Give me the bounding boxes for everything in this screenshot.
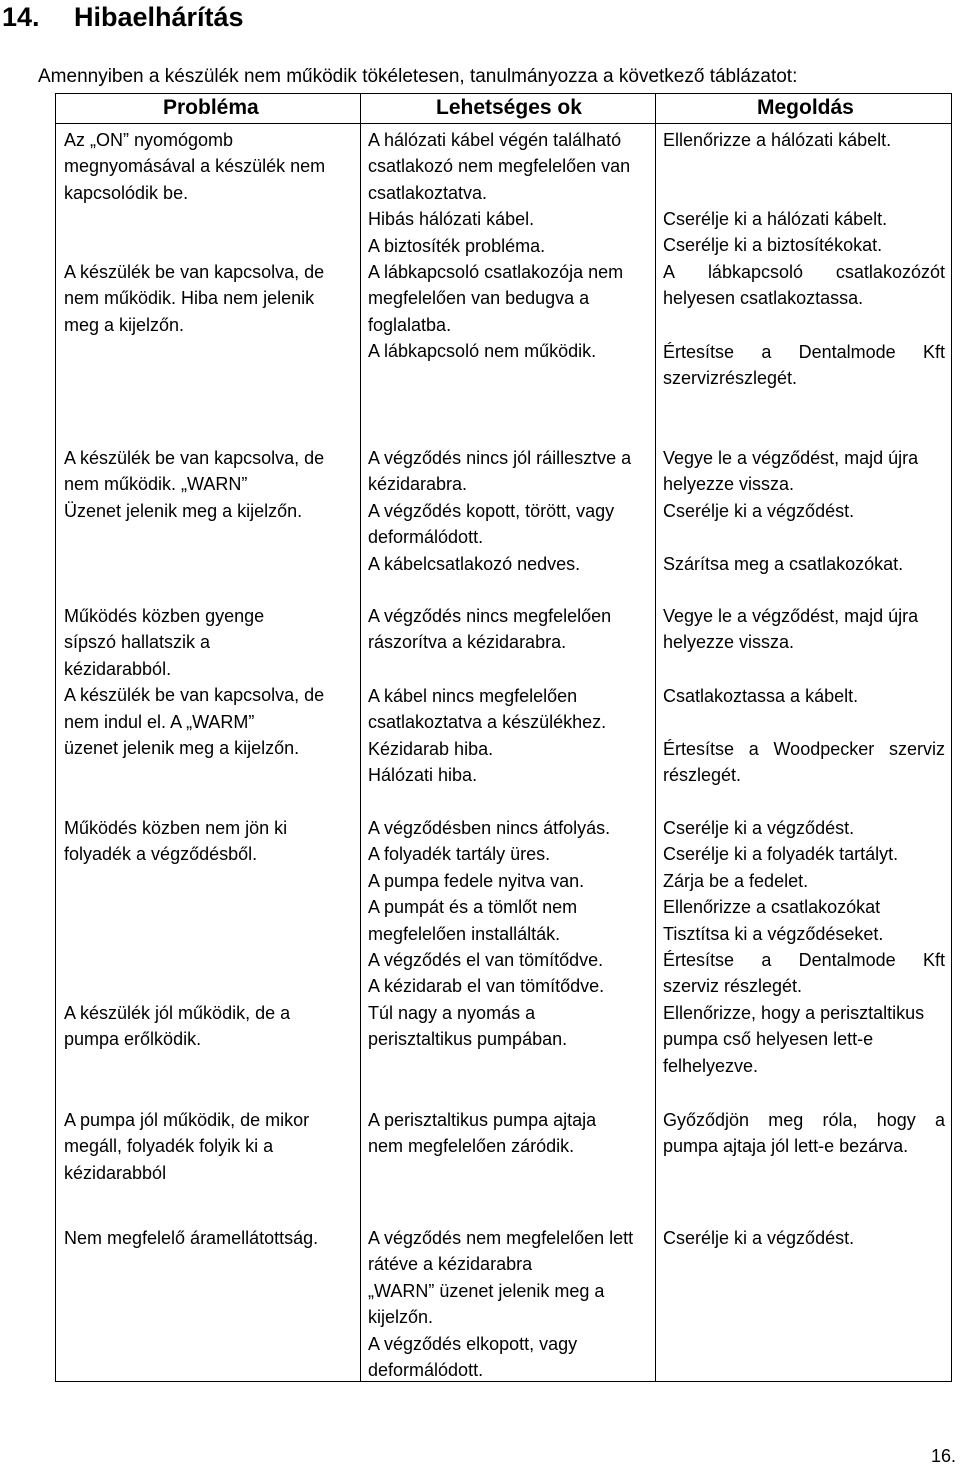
cell-line: A hálózati kábel végén található <box>368 130 622 150</box>
solution-cell <box>663 1107 945 1160</box>
cell-line: kézidarabból. <box>64 658 172 679</box>
cell-line: Ellenőrizze a csatlakozókat <box>663 897 881 918</box>
word: szerviz <box>888 739 945 759</box>
solution-cell <box>663 206 945 259</box>
cell-line: A készülék be van kapcsolva, de <box>64 685 325 706</box>
cell-line: Cserélje ki a végződést. <box>663 500 855 521</box>
cell-line: helyezze vissza. <box>663 474 795 495</box>
cell-line: A perisztaltikus pumpa ajtaja <box>368 1110 597 1130</box>
cause-cell <box>368 1225 652 1383</box>
cell-line: Cserélje ki a hálózati kábelt. <box>663 209 888 229</box>
cell-line <box>663 947 945 973</box>
problem-cell <box>64 259 354 338</box>
cell-line: rátéve a kézidarabra <box>368 1254 533 1275</box>
cell-line: A készülék be van kapcsolva, de <box>64 262 325 282</box>
solution-cell <box>663 259 945 312</box>
cell-line: pumpa erőlködik. <box>64 1029 202 1050</box>
word: Értesítse <box>663 342 735 362</box>
solution-cell <box>663 603 945 656</box>
solution-cell <box>663 127 945 153</box>
cell-line: Vegye le a végződést, majd újra <box>663 606 919 626</box>
word: csatlakozózót <box>835 262 945 282</box>
cell-line: csatlakozó nem megfelelően van <box>368 156 631 177</box>
cell-line: nem működik. Hiba nem jelenik <box>64 288 315 309</box>
cell-line: A pumpa fedele nyitva van. <box>368 870 585 891</box>
cell-line: megfelelően installálták. <box>368 923 561 944</box>
cell-line: A végződés nincs jól ráillesztve a <box>368 448 632 468</box>
word: Értesítse <box>663 739 735 759</box>
cell-line: részlegét. <box>663 765 742 786</box>
cell-line: A biztosíték probléma. <box>368 235 546 256</box>
cell-line: „WARN” üzenet jelenik meg a <box>368 1280 605 1301</box>
cell-line: Cserélje ki a végződést. <box>663 1228 855 1248</box>
cell-line: kézidarabból <box>64 1162 167 1183</box>
cell-line: A pumpát és a tömlőt nem <box>368 897 578 918</box>
cell-line: deformálódott. <box>368 1360 484 1381</box>
word: hogy <box>876 1110 916 1130</box>
cell-line: rászorítva a kézidarabra. <box>368 632 567 653</box>
cell-line: A végződés elkopott, vagy <box>368 1333 578 1354</box>
word: meg <box>768 1110 804 1130</box>
solution-cell <box>663 1000 945 1079</box>
table-header-row <box>56 94 951 124</box>
cell-line: Cserélje ki a biztosítékokat. <box>663 235 883 256</box>
solution-cell <box>663 815 945 1000</box>
cell-line: megáll, folyadék folyik ki a <box>64 1136 274 1157</box>
word: Kft <box>922 950 945 971</box>
header-cause: Lehetséges ok <box>436 96 582 119</box>
cell-line: A készülék be van kapcsolva, de <box>64 448 325 468</box>
cell-line: csatlakoztatva a készülékhez. <box>368 712 607 733</box>
cell-line: kapcsolódik be. <box>64 182 189 203</box>
cause-cell <box>368 683 652 789</box>
cell-line: Működés közben nem jön ki <box>64 818 288 838</box>
cell-line: perisztaltikus pumpában. <box>368 1029 568 1050</box>
problem-cell <box>64 127 354 206</box>
cell-line: Zárja be a fedelet. <box>663 870 809 891</box>
cell-line: sípszó hallatszik a <box>64 632 211 653</box>
cause-cell <box>368 259 652 365</box>
cell-line: Cserélje ki a folyadék tartályt. <box>663 844 899 865</box>
cell-line: A készülék jól működik, de a <box>64 1003 291 1023</box>
word: Dentalmode <box>798 950 896 971</box>
problem-cell <box>64 815 354 868</box>
solution-cell <box>663 339 945 392</box>
word: Kft <box>922 342 945 362</box>
cell-line: pumpa ajtaja jól lett-e bezárva. <box>663 1136 909 1157</box>
cell-line: A kézidarab el van tömítődve. <box>368 976 605 997</box>
cell-line: megnyomásával a készülék nem <box>64 156 326 177</box>
word: A <box>663 262 676 282</box>
problem-cell <box>64 603 354 761</box>
cell-line: foglalatba. <box>368 314 452 335</box>
problem-cell <box>64 1000 354 1053</box>
cell-line: Tisztítsa ki a végződéseket. <box>663 923 884 944</box>
word: a <box>761 950 772 971</box>
cell-line: A végződés nincs megfelelően <box>368 606 612 626</box>
cell-line: üzenet jelenik meg a kijelzőn. <box>64 738 300 759</box>
problem-cell <box>64 1107 354 1186</box>
cause-cell <box>368 1107 652 1160</box>
cell-line: megfelelően van bedugva a <box>368 288 590 309</box>
cell-line: Kézidarab hiba. <box>368 738 494 759</box>
cell-line: A végződés nem megfelelően lett <box>368 1228 634 1248</box>
header-problem: Probléma <box>163 96 259 119</box>
cell-line: Ellenőrizze, hogy a perisztaltikus <box>663 1003 925 1023</box>
word: a <box>761 342 772 362</box>
cause-cell <box>368 127 652 259</box>
cell-line: Szárítsa meg a csatlakozókat. <box>663 554 904 574</box>
solution-cell <box>663 445 945 524</box>
cell-line: A végződésben nincs átfolyás. <box>368 818 611 838</box>
cell-line: Működés közben gyenge <box>64 606 265 626</box>
cell-line: Ellenőrizze a hálózati kábelt. <box>663 130 892 150</box>
page-number: 16. <box>931 1446 957 1466</box>
cell-line: Túl nagy a nyomás a <box>368 1003 536 1023</box>
solution-cell <box>663 551 945 577</box>
cell-line: szervizrészlegét. <box>663 368 798 389</box>
word: Dentalmode <box>798 342 896 362</box>
word: Értesítse <box>663 950 735 971</box>
troubleshooting-table <box>55 93 952 1382</box>
word: Győződjön <box>663 1110 750 1130</box>
cell-line: Csatlakoztassa a kábelt. <box>663 686 859 706</box>
cell-line: Az „ON” nyomógomb <box>64 130 234 150</box>
cell-line: nem megfelelően záródik. <box>368 1136 575 1157</box>
cell-line <box>663 736 945 762</box>
problem-cell <box>64 1225 354 1251</box>
cell-line: kézidarabra. <box>368 474 468 495</box>
intro-text: Amennyiben a készülék nem működik tökéletesen, tanulmányozza a következő táblázatot: <box>38 66 798 87</box>
column-divider <box>360 94 361 1381</box>
cell-line: kijelzőn. <box>368 1307 434 1328</box>
cell-line <box>663 1107 945 1133</box>
cell-line: szerviz részlegét. <box>663 976 803 997</box>
solution-cell <box>663 683 945 709</box>
cell-line: helyezze vissza. <box>663 632 795 653</box>
cell-line: A végződés el van tömítődve. <box>368 950 604 971</box>
problem-cell <box>64 445 354 524</box>
cell-line: felhelyezve. <box>663 1055 759 1076</box>
cell-line: Nem megfelelő áramellátottság. <box>64 1228 319 1248</box>
cell-line: A kábel nincs megfelelően <box>368 686 578 706</box>
word: a <box>748 739 759 759</box>
cell-line: Vegye le a végződést, majd újra <box>663 448 919 468</box>
cell-line: meg a kijelzőn. <box>64 314 185 335</box>
cell-line: A kábelcsatlakozó nedves. <box>368 553 581 574</box>
word: lábkapcsoló <box>707 262 803 282</box>
cell-line: csatlakoztatva. <box>368 182 488 203</box>
cell-line: pumpa cső helyesen lett-e <box>663 1029 874 1050</box>
cell-line: A végződés kopott, törött, vagy <box>368 500 615 521</box>
cell-line: nem működik. „WARN” <box>64 474 248 495</box>
cause-cell <box>368 815 652 1000</box>
section-number: 14. <box>2 2 40 32</box>
cell-line: Hálózati hiba. <box>368 765 478 786</box>
cell-line <box>663 339 945 365</box>
cause-cell <box>368 603 652 656</box>
column-divider <box>655 94 656 1381</box>
cell-line: A pumpa jól működik, de mikor <box>64 1110 310 1130</box>
solution-cell <box>663 1225 945 1251</box>
cause-cell <box>368 445 652 577</box>
cell-line: A lábkapcsoló nem működik. <box>368 341 597 362</box>
cell-line: A lábkapcsoló csatlakozója nem <box>368 262 624 282</box>
section-heading <box>0 0 244 34</box>
solution-cell <box>663 736 945 789</box>
cell-line: Üzenet jelenik meg a kijelzőn. <box>64 500 303 521</box>
cell-line: Cserélje ki a végződést. <box>663 818 855 838</box>
word: róla, <box>822 1110 858 1130</box>
cell-line: nem indul el. A „WARM” <box>64 711 255 732</box>
cause-cell <box>368 1000 652 1053</box>
cell-line <box>663 259 945 285</box>
cell-line: Hibás hálózati kábel. <box>368 209 535 230</box>
cell-line: folyadék a végződésből. <box>64 844 258 865</box>
word: Woodpecker <box>773 739 875 759</box>
cell-line: helyesen csatlakoztassa. <box>663 288 864 309</box>
header-solution: Megoldás <box>757 96 854 119</box>
section-title: Hibaelhárítás <box>74 2 244 32</box>
cell-line: deformálódott. <box>368 527 484 548</box>
word: a <box>934 1110 945 1130</box>
cell-line: A folyadék tartály üres. <box>368 844 551 865</box>
